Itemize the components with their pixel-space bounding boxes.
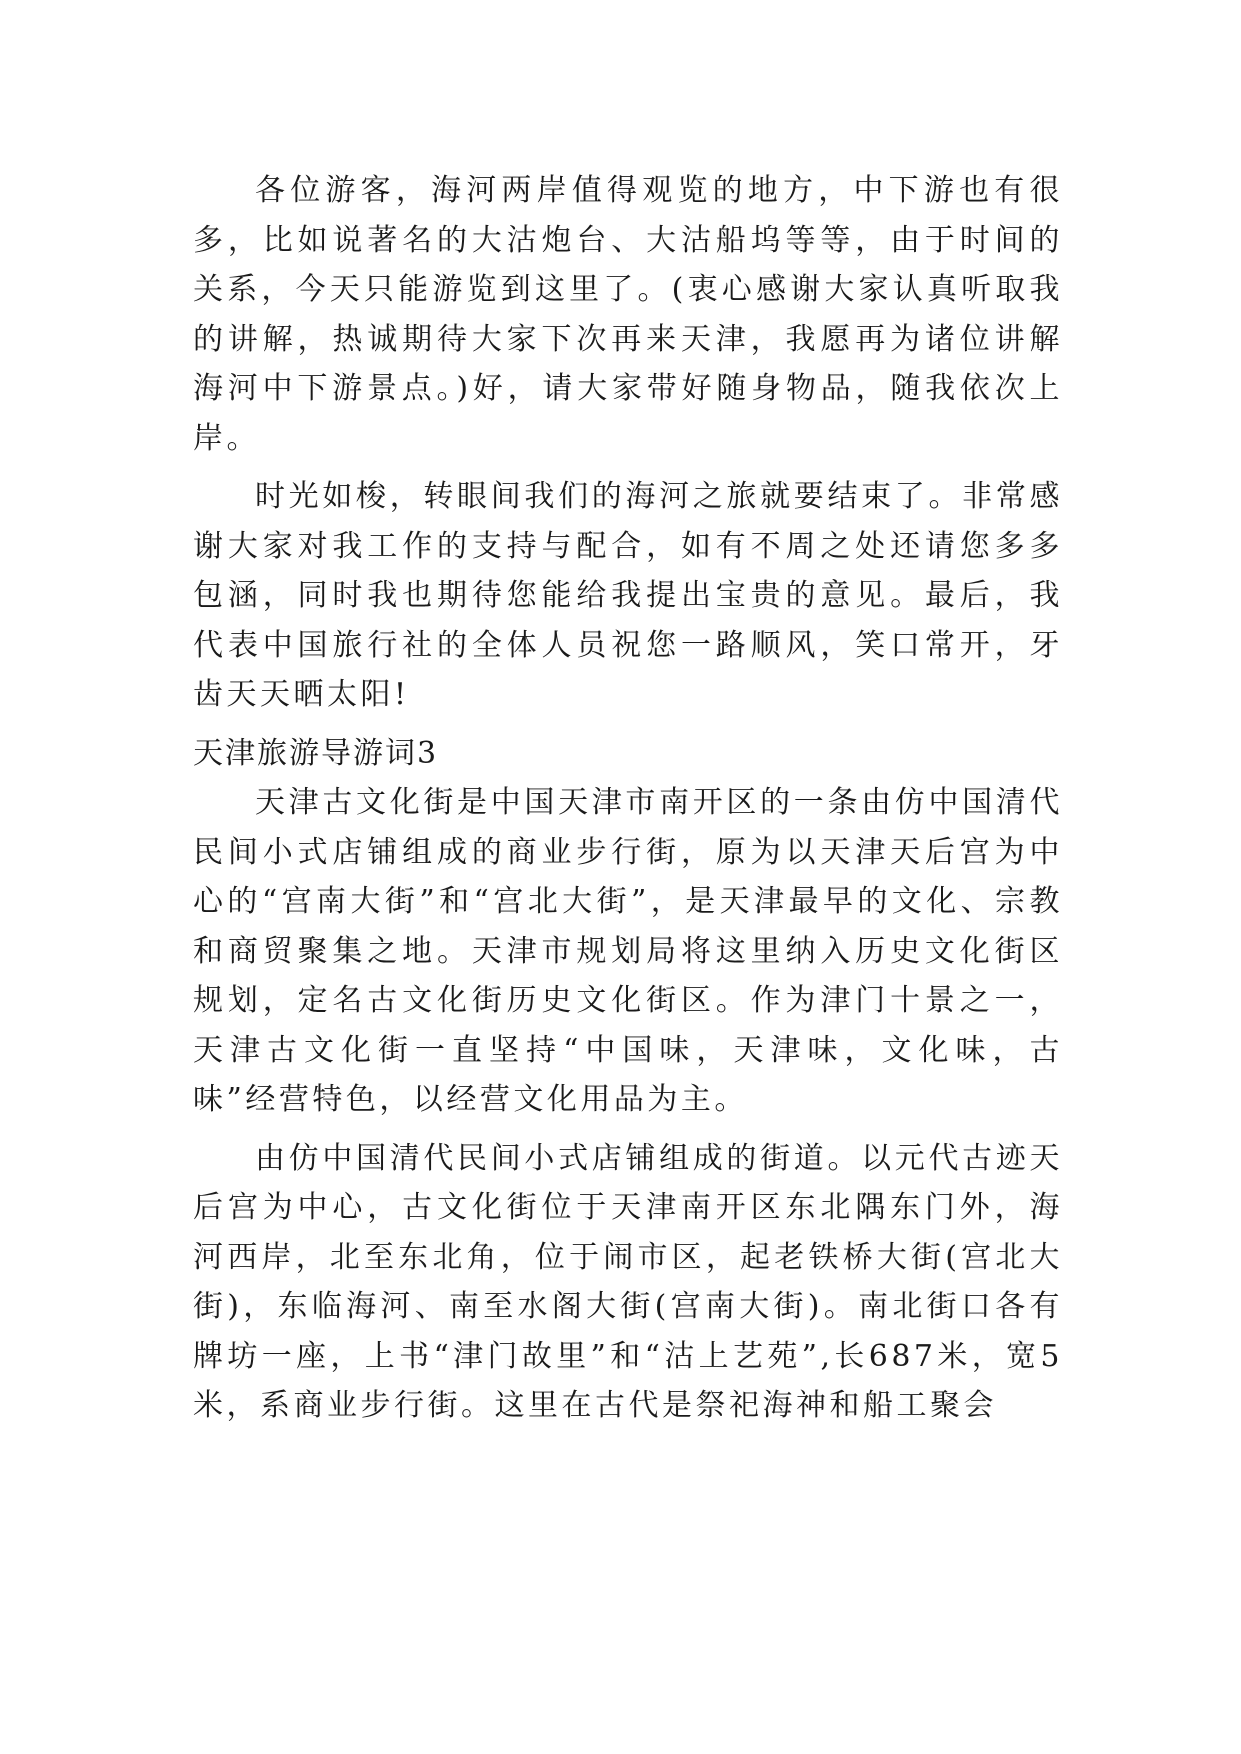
paragraph-tour-ending: 各位游客，海河两岸值得观览的地方，中下游也有很多，比如说著名的大沽炮台、大沽船坞等等，由于时间的关系，今天只能游览到这里了。(衷心感谢大家认真听取我的讲解，热诚期待大家下次再来天津，我愿再为诸位讲解海河中下游景点。)好，请大家带好随身物品，随我依次上岸。 bbox=[193, 173, 1063, 456]
paragraph-culture-street-intro: 天津古文化街是中国天津市南开区的一条由仿中国清代民间小式店铺组成的商业步行街，原为以天津天后宫为中心的“宫南大街”和“宫北大街”，是天津最早的文化、宗教和商贸聚集之地。天津市规划局将这里纳入历史文化街区规划，定名古文化街历史文化街区。作为津门十景之一，天津古文化街一直坚持“中国味，天津味，文化味，古味”经营特色，以经营文化用品为主。 bbox=[193, 785, 1063, 1117]
paragraph-culture-street-location: 由仿中国清代民间小式店铺组成的街道。以元代古迹天后宫为中心，古文化街位于天津南开区东北隅东门外，海河西岸，北至东北角，位于闹市区，起老铁桥大街(宫北大街)，东临海河、南至水阁大街(宫南大街)。南北街口各有牌坊一座，上书“津门故里”和“沽上艺苑”,长687米，宽5米，系商业步行街。这里在古代是祭祀海神和船工聚会 bbox=[193, 1140, 1063, 1423]
section-title: 天津旅游导游词3 bbox=[193, 735, 439, 771]
paragraph-farewell: 时光如梭，转眼间我们的海河之旅就要结束了。非常感谢大家对我工作的支持与配合，如有不周之处还请您多多包涵，同时我也期待您能给我提出宝贵的意见。最后，我代表中国旅行社的全体人员祝您一路顺风，笑口常开，牙齿天天晒太阳! bbox=[193, 479, 1063, 712]
document-body bbox=[193, 166, 1063, 1440]
